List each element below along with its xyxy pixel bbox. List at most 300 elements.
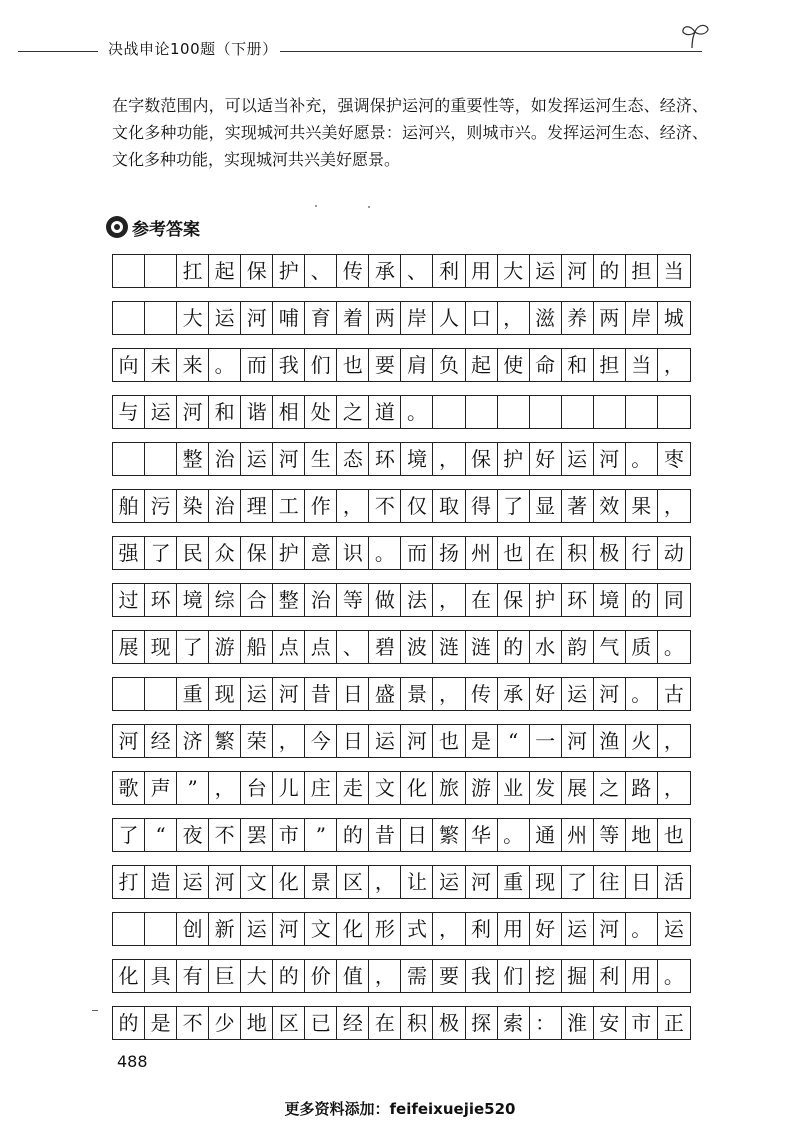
grid-cell: 也 [433,725,465,757]
grid-cell: 经 [337,1007,369,1039]
grid-cell: 用 [626,960,658,992]
grid-cell: 民 [177,537,209,569]
grid-cell: 大 [177,302,209,334]
grid-cell: 环 [562,584,594,616]
grid-cell: 肩 [401,349,433,381]
grid-cell: “ [498,725,530,757]
grid-cell: 淮 [562,1007,594,1039]
grid-cell: 承 [369,255,401,287]
grid-cell: 庄 [305,772,337,804]
grid-cell: 和 [209,396,241,428]
grid-cell: 护 [498,443,530,475]
grid-row [112,301,691,335]
grid-cell [498,396,530,428]
grid-cell: 谐 [241,396,273,428]
grid-cell: 区 [337,866,369,898]
grid-cell: 整 [177,443,209,475]
grid-cell: 昔 [305,678,337,710]
grid-cell: 化 [401,772,433,804]
grid-cell: 、 [401,255,433,287]
grid-cell: 荣 [241,725,273,757]
grid-cell: 道 [369,396,401,428]
grid-cell: 枣 [663,447,684,471]
grid-cell: ， [433,678,465,710]
grid-cell: 舶 [113,490,145,522]
grid-cell: 等 [337,584,369,616]
grid-cell: 韵 [562,631,594,663]
grid-cell: ， [433,443,465,475]
grid-cell: 河 [273,913,305,945]
grid-cell: 运 [145,396,177,428]
grid-cell: 显 [530,490,562,522]
grid-cell [658,396,690,428]
grid-cell: 做 [369,584,401,616]
grid-cell [113,913,145,945]
grid-cell: 新 [209,913,241,945]
grid-cell: 州 [466,537,498,569]
grid-cell: 城 [663,306,684,330]
grid-cell: 起 [466,349,498,381]
grid-cell [145,443,177,475]
grid-cell: 境 [177,584,209,616]
grid-cell: 河 [562,255,594,287]
grid-cell: 河 [273,443,305,475]
grid-cell: 运 [209,302,241,334]
grid-cell: 众 [209,537,241,569]
grid-cell: 化 [337,913,369,945]
grid-cell: 景 [401,678,433,710]
grid-cell: 地 [626,819,658,851]
grid-cell: “ [145,819,177,851]
grid-cell: 化 [273,866,305,898]
grid-cell: 命 [530,349,562,381]
grid-row [112,677,691,711]
grid-cell: 好 [530,913,562,945]
grid-cell: 涟 [466,631,498,663]
grid-cell: 大 [498,255,530,287]
grid-cell: 效 [594,490,626,522]
grid-cell: 着 [337,302,369,334]
grid-cell: 、 [305,255,337,287]
grid-cell: 运 [369,725,401,757]
grid-cell: 生 [305,443,337,475]
grid-row [112,959,691,993]
grid-cell: 往 [594,866,626,898]
grid-cell: 仅 [401,490,433,522]
grid-cell: 。 [626,913,658,945]
grid-cell: 相 [273,396,305,428]
grid-cell: 两 [369,302,401,334]
scan-speck [368,206,370,208]
grid-cell: 要 [369,349,401,381]
grid-cell: ， [663,494,684,518]
grid-cell: 河 [113,725,145,757]
grid-cell: 运 [241,913,273,945]
grid-cell: 需 [401,960,433,992]
grid-cell: 河 [562,725,594,757]
grid-cell: 环 [145,584,177,616]
grid-cell: 的 [113,1007,145,1039]
grid-cell: 工 [273,490,305,522]
grid-cell: 的 [273,960,305,992]
grid-cell: 日 [337,725,369,757]
grid-cell: 染 [177,490,209,522]
grid-cell: 盛 [369,678,401,710]
grid-cell: 河 [177,396,209,428]
grid-cell: 也 [663,823,684,847]
grid-cell: 重 [177,678,209,710]
grid-cell: 、 [337,631,369,663]
grid-cell: 声 [145,772,177,804]
scan-speck [315,205,317,207]
grid-cell: 在 [530,537,562,569]
grid-cell: 值 [337,960,369,992]
grid-cell: 作 [305,490,337,522]
grid-cell: 有 [177,960,209,992]
grid-cell: 运 [241,678,273,710]
grid-cell: 河 [209,866,241,898]
grid-cell: 景 [305,866,337,898]
grid-row [112,254,691,288]
grid-row [112,1006,691,1040]
grid-cell: 发 [530,772,562,804]
grid-cell [145,255,177,287]
grid-cell: ： [530,1007,562,1039]
grid-cell: 式 [401,913,433,945]
grid-cell: 儿 [273,772,305,804]
grid-cell: 好 [530,678,562,710]
grid-cell: 不 [369,490,401,522]
grid-cell: 也 [337,349,369,381]
grid-cell: 现 [145,631,177,663]
grid-cell: 游 [466,772,498,804]
sprout-icon [678,18,712,52]
grid-cell: 创 [177,913,209,945]
grid-cell: 的 [594,255,626,287]
grid-cell: 也 [498,537,530,569]
grid-cell: 人 [433,302,465,334]
grid-cell: 之 [594,772,626,804]
grid-cell [113,443,145,475]
grid-cell: ， [433,584,465,616]
intro-paragraph: 在字数范围内，可以适当补充，强调保护运河的重要性等，如发挥运河生态、经济、文化多种功能，实现城河共兴美好愿景：运河兴，则城市兴。发挥运河生态、经济、文化多种功能，实现城河共兴美好愿景。 [112,96,708,169]
grid-cell [113,255,145,287]
grid-cell: 传 [466,678,498,710]
grid-cell: 通 [530,819,562,851]
grid-cell: 济 [177,725,209,757]
grid-cell: 了 [562,866,594,898]
grid-cell: 环 [369,443,401,475]
grid-cell: 重 [498,866,530,898]
grid-cell: 口 [466,302,498,334]
grid-cell: 极 [433,1007,465,1039]
grid-cell: 保 [498,584,530,616]
grid-cell: 而 [241,349,273,381]
grid-cell: 在 [466,584,498,616]
grid-row [112,630,691,664]
grid-cell: 运 [562,913,594,945]
grid-cell: 质 [626,631,658,663]
grid-cell: ， [337,490,369,522]
grid-cell: 了 [113,819,145,851]
grid-cell: ， [433,913,465,945]
scan-mark [92,1010,98,1011]
grid-row [112,489,691,523]
grid-cell: 火 [626,725,658,757]
grid-cell: 掘 [562,960,594,992]
book-title: 决战申论100题（下册） [108,40,278,58]
grid-cell: 得 [466,490,498,522]
grid-cell: 挖 [530,960,562,992]
grid-cell: 歌 [113,772,145,804]
grid-row [112,348,691,382]
grid-cell: 现 [530,866,562,898]
grid-cell: 河 [401,725,433,757]
grid-cell: 运 [241,443,273,475]
grid-cell: 大 [241,960,273,992]
grid-cell: 水 [530,631,562,663]
grid-row [112,583,691,617]
grid-cell: 运 [663,917,684,941]
grid-cell: 识 [337,537,369,569]
grid-cell: 负 [433,349,465,381]
grid-cell: 繁 [209,725,241,757]
grid-cell: ， [209,772,241,804]
grid-cell: 岸 [626,302,658,334]
grid-cell: 夜 [177,819,209,851]
grid-row [112,724,691,758]
grid-cell: 们 [305,349,337,381]
grid-cell: 污 [145,490,177,522]
grid-cell: 使 [498,349,530,381]
grid-cell: 巨 [209,960,241,992]
grid-cell: 两 [594,302,626,334]
grid-cell: 州 [562,819,594,851]
grid-cell: 取 [433,490,465,522]
grid-cell: 行 [626,537,658,569]
grid-cell: 扛 [177,255,209,287]
grid-cell: 们 [498,960,530,992]
grid-cell: 市 [273,819,305,851]
grid-cell: 索 [498,1007,530,1039]
grid-cell: 动 [663,541,684,565]
grid-cell [145,913,177,945]
grid-cell: 处 [305,396,337,428]
grid-cell: 传 [337,255,369,287]
grid-cell: ， [369,866,401,898]
grid-cell: 不 [177,1007,209,1039]
grid-cell: 具 [145,960,177,992]
grid-cell: 业 [498,772,530,804]
grid-cell: 让 [401,866,433,898]
grid-cell: 。 [663,964,684,988]
grid-cell: 积 [562,537,594,569]
grid-cell: 。 [626,443,658,475]
grid-cell: 好 [530,443,562,475]
grid-cell: 游 [209,631,241,663]
grid-cell: 区 [273,1007,305,1039]
grid-cell: 利 [594,960,626,992]
grid-cell: 渔 [594,725,626,757]
grid-row [112,818,691,852]
grid-cell: 岸 [401,302,433,334]
grid-cell: 气 [594,631,626,663]
grid-cell: 古 [663,682,684,706]
grid-cell: 意 [305,537,337,569]
grid-cell: 运 [530,255,562,287]
grid-cell: 了 [177,631,209,663]
grid-cell: 养 [562,302,594,334]
grid-cell: 哺 [273,302,305,334]
grid-row [112,771,691,805]
grid-cell: 安 [594,1007,626,1039]
grid-cell: 河 [273,678,305,710]
header-rule-left [18,51,98,52]
grid-row [112,865,691,899]
grid-cell: 治 [209,443,241,475]
grid-cell: 波 [401,631,433,663]
page-number: 488 [117,1052,148,1071]
grid-cell: 来 [177,349,209,381]
grid-cell: 日 [337,678,369,710]
grid-cell: 著 [562,490,594,522]
grid-cell: 保 [466,443,498,475]
grid-cell [145,678,177,710]
grid-cell: 向 [113,349,145,381]
grid-cell: 探 [466,1007,498,1039]
answer-badge-icon [106,216,128,238]
grid-cell: 文 [241,866,273,898]
grid-cell [113,678,145,710]
grid-cell: 华 [466,819,498,851]
grid-cell [466,396,498,428]
grid-cell [626,396,658,428]
grid-cell: 旅 [433,772,465,804]
grid-cell: 今 [305,725,337,757]
grid-cell: 运 [433,866,465,898]
grid-cell: 过 [113,584,145,616]
grid-cell: 。 [626,678,658,710]
grid-cell: 的 [337,819,369,851]
grid-cell: 文 [305,913,337,945]
grid-cell [562,396,594,428]
grid-cell: 整 [273,584,305,616]
grid-row [112,912,691,946]
grid-cell: 罢 [241,819,273,851]
grid-cell: 价 [305,960,337,992]
grid-cell: 河 [594,678,626,710]
grid-cell: 船 [241,631,273,663]
grid-cell: 承 [498,678,530,710]
grid-cell: 展 [113,631,145,663]
header-rule-right [280,51,702,52]
grid-cell: 河 [466,866,498,898]
grid-cell: 了 [145,537,177,569]
grid-cell: 合 [241,584,273,616]
grid-cell: 利 [466,913,498,945]
footer-note: 更多资料添加：feifeixuejie520 [284,1100,516,1118]
running-header [18,38,718,62]
grid-cell: 综 [209,584,241,616]
grid-cell: 地 [241,1007,273,1039]
grid-cell: 我 [466,960,498,992]
grid-cell: 造 [145,866,177,898]
grid-cell: 同 [663,588,684,612]
grid-cell: 河 [594,443,626,475]
grid-cell: 了 [498,490,530,522]
grid-cell: 未 [145,349,177,381]
grid-cell: 的 [626,584,658,616]
grid-cell: 利 [433,255,465,287]
grid-cell: 和 [562,349,594,381]
grid-cell [145,302,177,334]
grid-cell: 走 [337,772,369,804]
grid-cell [433,396,465,428]
grid-cell: 等 [594,819,626,851]
grid-cell: ， [498,302,530,334]
grid-cell: 台 [241,772,273,804]
grid-cell: 。 [663,635,684,659]
grid-cell: 是 [466,725,498,757]
grid-cell: ， [663,353,684,377]
grid-cell: 与 [113,396,145,428]
grid-cell: 。 [498,819,530,851]
answer-heading-label: 参考答案 [132,219,200,240]
grid-cell: 运 [177,866,209,898]
grid-cell: 文 [369,772,401,804]
grid-cell: 态 [337,443,369,475]
grid-cell: 。 [209,349,241,381]
grid-cell: 繁 [433,819,465,851]
grid-cell: 理 [241,490,273,522]
grid-cell: 而 [401,537,433,569]
grid-cell: 扬 [433,537,465,569]
grid-cell: 活 [663,870,684,894]
grid-cell: 是 [145,1007,177,1039]
grid-cell: 形 [369,913,401,945]
grid-cell: 法 [401,584,433,616]
answer-heading [106,215,200,239]
grid-cell: 担 [594,349,626,381]
grid-cell: ” [177,772,209,804]
grid-cell: 日 [401,819,433,851]
grid-cell: 。 [369,537,401,569]
grid-cell: 不 [209,819,241,851]
grid-cell: 护 [273,537,305,569]
grid-cell: 保 [241,255,273,287]
grid-cell: 运 [562,443,594,475]
grid-cell: 之 [337,396,369,428]
grid-cell: 护 [530,584,562,616]
grid-cell: 市 [626,1007,658,1039]
grid-cell: 。 [401,396,433,428]
grid-cell: 当 [663,259,684,283]
grid-cell: 运 [562,678,594,710]
grid-row [112,442,691,476]
grid-cell: 起 [209,255,241,287]
grid-cell: 正 [663,1011,684,1035]
grid-cell: 滋 [530,302,562,334]
grid-cell: 担 [626,255,658,287]
grid-cell: 涟 [433,631,465,663]
grid-cell: 当 [626,349,658,381]
grid-cell: ， [663,776,684,800]
grid-cell: 少 [209,1007,241,1039]
grid-cell: 用 [498,913,530,945]
grid-cell: 强 [113,537,145,569]
grid-cell: 路 [626,772,658,804]
grid-cell: 一 [530,725,562,757]
